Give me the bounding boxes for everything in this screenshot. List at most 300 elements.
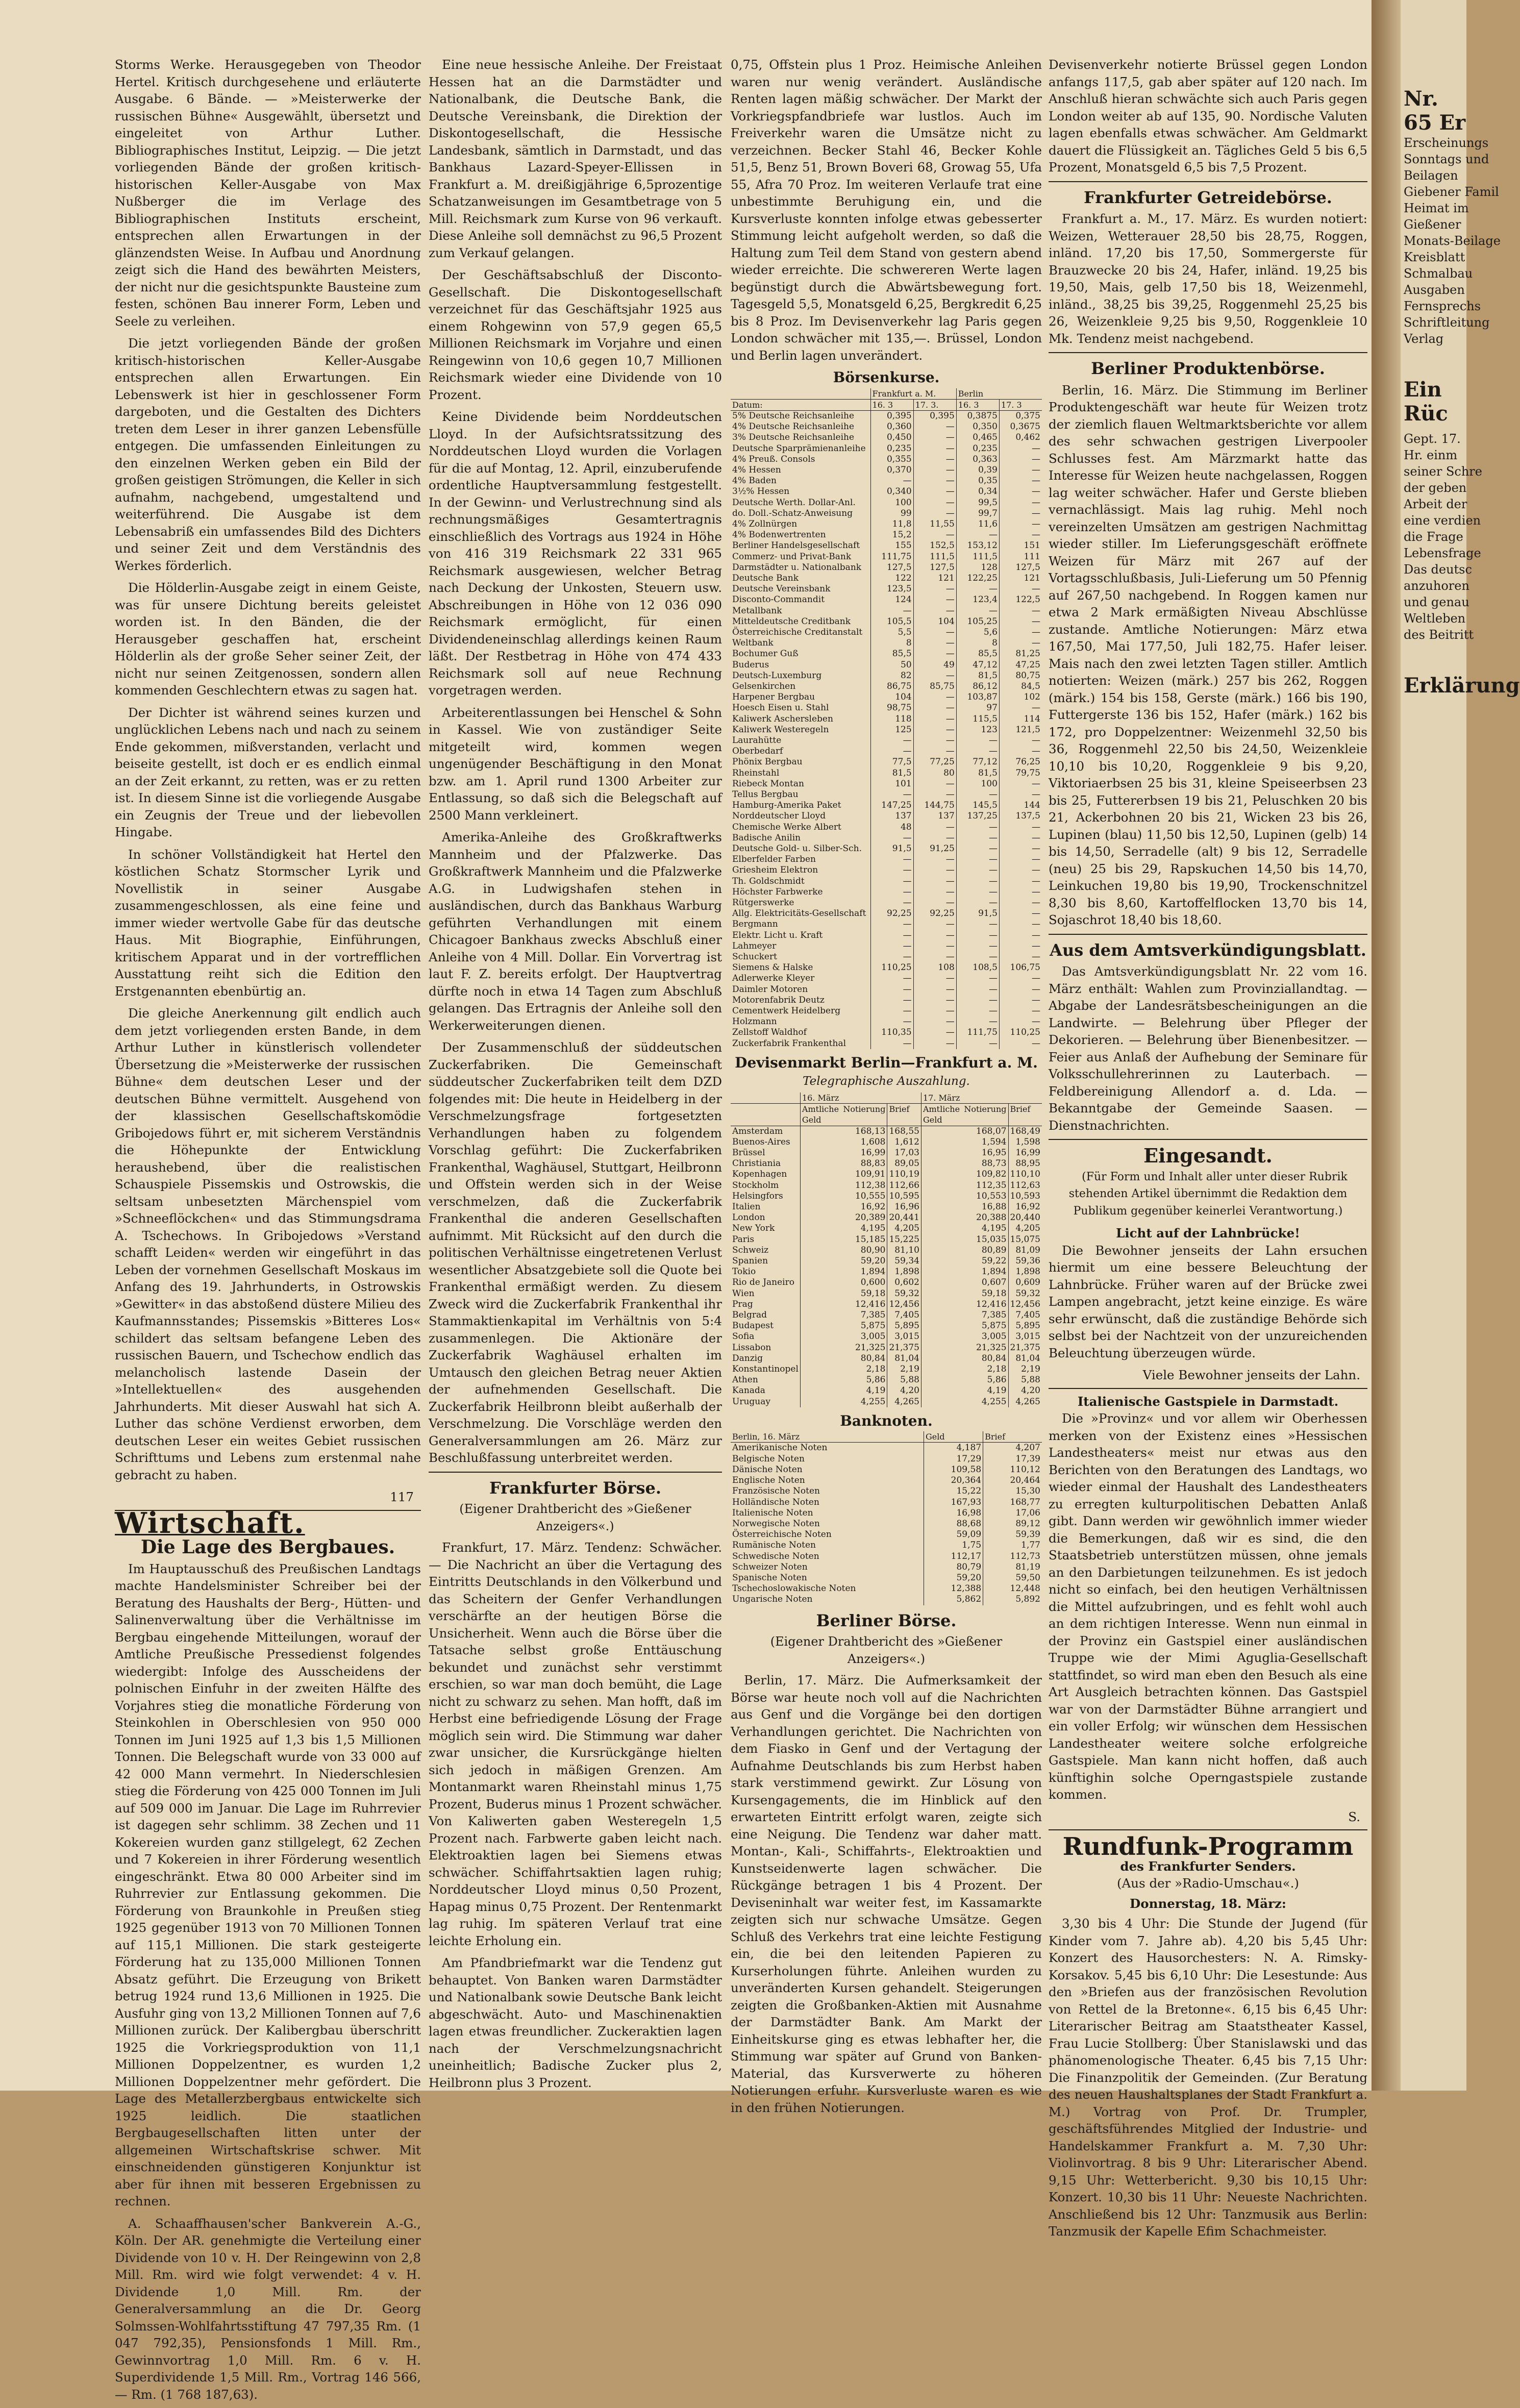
- table-cell: 106,75: [1010, 962, 1040, 973]
- table-cell: 7,405: [1015, 1309, 1040, 1320]
- table-cell: 81,5: [956, 768, 999, 779]
- table-cell: 104: [913, 616, 956, 627]
- table-cell: 2,19: [887, 1364, 921, 1375]
- table-cell: 86,12: [956, 681, 999, 692]
- table-cell: 80,79: [924, 1562, 983, 1573]
- table-row: [731, 1148, 1042, 1158]
- row-label: Mitteldeutsche Creditbank: [731, 616, 870, 627]
- table-cell: —: [1032, 486, 1040, 497]
- article-text-frankfurter-boerse: Frankfurt, 17. März. Tendenz: Schwächer. — Die Nachricht an über die Vertagung des Eintritts Deutschlands in den Völkerbund und das Scheitern der Genfer Verhandlungen verschärfte an der heutigen Börse die Unsicherheit. Wenn auch die Börse über die Tatsache selbst große Enttäuschung bekundet und zunächst sehr verstimmt erschien, so war man doch bemüht, die Lage nicht zu schwarz zu sehen. Man hofft, daß im Herbst eine befriedigende Lösung der Frage möglich sein wird. Die Stimmung war daher zwar unsicher, die Kursrückgänge hielten sich jedoch in mäßigen Grenzen. Am Montanmarkt waren Rheinstahl minus 1,75 Prozent, Buderus minus 1 Prozent schwächer. Von Kaliwerten gaben Westeregeln 1,5 Prozent nach. Farbwerte gaben leicht nach. Elektroaktien lagen bei Siemens etwas schwächer. Schiffahrtsaktien lagen ruhig; Norddeutscher Lloyd minus 0,50 Prozent, Hapag minus 0,75 Prozent. Der Rentenmarkt lag ruhig. Im späteren Verlauf trat eine leichte Erholung ein.: [429, 1540, 722, 1948]
- table-cell: 5,862: [924, 1594, 983, 1605]
- divider: [1049, 1139, 1367, 1140]
- table-cell: 108: [913, 962, 956, 973]
- table-row: [731, 1126, 1042, 1137]
- table-cell: 15,22: [924, 1486, 983, 1497]
- table-cell: 47,12: [956, 660, 999, 671]
- table-cell: —: [870, 789, 913, 800]
- table-cell: —: [956, 584, 999, 594]
- table-cell: —: [913, 865, 956, 876]
- adjacent-text-fragment: Schriftleitung: [1404, 315, 1490, 330]
- column-4: [1049, 56, 1367, 2245]
- row-label: Laurahütte: [731, 735, 870, 746]
- table-cell: 85,5: [870, 649, 913, 659]
- article-text-continued: Devisenverkehr notierte Brüssel gegen London anfangs 117,5, gab aber später auf 120 nach. Im Anschluß hieran schwächte sich auch Paris gegen London weiter ab auf 135, 90. Nordische Valuten lagen ebenfalls etwas schwächer. Am Geldmarkt dauert die Flüssigkeit an. Tägliches Geld 5 bis 6,5 Prozent, Monatsgeld 6,5 bis 7,5 Prozent.: [1049, 57, 1367, 175]
- table-header: [731, 388, 870, 400]
- row-label: Christiania: [731, 1158, 800, 1169]
- table-row: [731, 952, 1042, 962]
- table-cell: 1,75: [924, 1540, 983, 1551]
- adjacent-text-fragment: des Beitritt: [1404, 628, 1474, 642]
- table-cell: —: [1032, 930, 1040, 940]
- table-cell: —: [1032, 984, 1040, 995]
- book-review-text: Storms Werke. Herausgegeben von Theodor Hertel. Kritisch durchgesehene und erläuterte Ausgabe. 6 Bände. — »Meisterwerke der russischen Bühne« Ausgewählt, übersetzt und eingeleitet von Arthur Luther. Bibliographisches Institut, Leipzig. — Die jetzt vorliegenden Bände der großen kritisch-historischen Keller-Ausgabe von Max Nußberger die im Verlage des Bibliographischen Instituts erscheint, entsprechen allen Erwartungen in der glänzendsten Weise. In Aufbau und Anordnung zeigt sich die Hand des bewährten Meisters, der nicht nur die gesichtspunkte Bausteine zum festen, schönen Bau innerer Form, Leben und Seele zu verleihen.: [115, 57, 421, 329]
- row-label: Norwegische Noten: [731, 1519, 924, 1529]
- table-cell: 80,75: [1015, 670, 1040, 681]
- table-row: [731, 454, 1042, 465]
- table-cell: 85,5: [956, 649, 999, 659]
- table-row: [731, 1343, 1042, 1353]
- table-cell: 121,5: [1015, 724, 1040, 735]
- table-cell: —: [1032, 789, 1040, 800]
- table-cell: —: [870, 876, 913, 887]
- article-text-getreideboerse: Frankfurt a. M., 17. März. Es wurden notiert: Weizen, Wetterauer 28,50 bis 28,75, Roggen, inländ. 17,20 bis 17,50, Sommergerste für Brauzwecke 20 bis 24, Hafer, inländ. 19,25 bis 19,50, Mais, gelb 17,50 bis 18, Weizenmehl, inländ., 38,25 bis 39,25, Roggenmehl 25,25 bis 26, Weizenkleie 9,25 bis 9,50, Roggenkleie 10 Mk. Tendenz meist nachgebend.: [1049, 211, 1367, 346]
- table-cell: 111,75: [870, 552, 913, 562]
- table-row: [731, 746, 1042, 757]
- table-row: [731, 1267, 1042, 1277]
- table-row: [731, 627, 1042, 638]
- table-cell: —: [1032, 973, 1040, 984]
- table-cell: 168,07: [921, 1126, 1008, 1137]
- column-2: [429, 56, 722, 2096]
- column-3: [731, 56, 1042, 2121]
- table-cell: 20,440: [1010, 1212, 1040, 1223]
- adjacent-masthead: Nr. 65 Er: [1404, 87, 1466, 135]
- table-row: [731, 498, 1042, 508]
- table-row: [731, 973, 1042, 984]
- table-header: Datum:: [731, 399, 870, 410]
- table-cell: 110,10: [1010, 1169, 1040, 1180]
- table-cell: 77,25: [913, 757, 956, 767]
- table-cell: 105,25: [956, 616, 999, 627]
- table-cell: 2,19: [1021, 1363, 1040, 1374]
- table-cell: 0,39: [956, 465, 999, 476]
- table-cell: 21,325: [800, 1343, 887, 1353]
- table-row: [731, 1562, 1042, 1573]
- table-row: [731, 1364, 1042, 1375]
- table-row: [731, 1277, 1042, 1288]
- table-cell: 109,91: [800, 1169, 887, 1180]
- adjacent-text-fragment: Erscheinungs: [1404, 136, 1489, 150]
- book-review-text: Die Hölderlin-Ausgabe zeigt in einem Geiste, was für unsere Dichtung bereits geleistet worden ist. In den Bänden, die der Herausgeber geschaffen hat, erscheint Hölderlin als der große Seher seiner Zeit, der nicht nur seinen Zeitgenossen, sondern allen kommenden Geschlechtern etwas zu sagen hat.: [115, 580, 421, 698]
- headline-produktenboerse: Berliner Produktenbörse.: [1091, 359, 1325, 378]
- table-cell: —: [956, 843, 999, 854]
- table-cell: 5,895: [1015, 1321, 1040, 1331]
- table-cell: 21,375: [1010, 1342, 1040, 1353]
- table-row: [731, 1454, 1042, 1464]
- table-cell: 80,84: [921, 1353, 1008, 1364]
- row-label: Stockholm: [731, 1180, 800, 1191]
- table-cell: —: [870, 919, 913, 930]
- table-cell: —: [913, 1006, 956, 1016]
- table-row: [731, 486, 1042, 497]
- table-cell: 112,35: [921, 1180, 1008, 1191]
- table-cell: —: [913, 465, 956, 476]
- table-cell: 0,350: [956, 421, 999, 432]
- table-cell: 152,5: [913, 540, 956, 551]
- table-cell: 17,29: [924, 1454, 983, 1464]
- table-cell: —: [913, 476, 956, 486]
- table-cell: 1,898: [887, 1267, 921, 1277]
- table-cell: 15,185: [800, 1234, 887, 1245]
- adjacent-headline: Erklärung: [1404, 674, 1520, 698]
- table-header: 16. 3: [956, 399, 999, 410]
- table-cell: —: [956, 1016, 999, 1027]
- table-row: [731, 519, 1042, 530]
- section-title-wirtschaft: Wirtschaft.: [115, 1506, 305, 1540]
- table-cell: —: [1032, 497, 1040, 508]
- table-cell: 20,388: [921, 1212, 1008, 1223]
- table-row: [731, 1497, 1042, 1508]
- table-cell: —: [1032, 530, 1040, 540]
- table-cell: 4,195: [800, 1223, 887, 1234]
- row-label: 5% Deutsche Reichsanleihe: [731, 410, 870, 421]
- table-cell: 12,388: [924, 1583, 983, 1594]
- table-cell: 168,49: [1010, 1126, 1040, 1136]
- table-cell: 0,235: [956, 443, 999, 454]
- table-cell: 5,6: [956, 627, 999, 638]
- table-cell: —: [1032, 854, 1040, 865]
- table-cell: 124: [870, 594, 913, 605]
- row-label: Holländische Noten: [731, 1497, 924, 1508]
- table-cell: 104: [870, 692, 913, 703]
- table-cell: 1,894: [800, 1267, 887, 1277]
- stock-quote-table: [731, 388, 1042, 1049]
- table-cell: 59,20: [924, 1573, 983, 1583]
- table-row: [731, 1321, 1042, 1331]
- row-label: Daimler Motoren: [731, 984, 870, 995]
- row-label: Motorenfabrik Deutz: [731, 995, 870, 1006]
- table-cell: 0,600: [800, 1277, 887, 1288]
- table-cell: 21,375: [887, 1343, 921, 1353]
- table-cell: 97: [956, 703, 999, 713]
- table-row: [731, 692, 1042, 703]
- table-cell: 11,55: [913, 519, 956, 530]
- table-cell: 80: [913, 768, 956, 779]
- table-cell: 4,255: [921, 1397, 1008, 1407]
- table-cell: 16,98: [924, 1508, 983, 1519]
- table-cell: 110,25: [1010, 1027, 1040, 1038]
- adjacent-text-fragment: Heimat im: [1404, 201, 1469, 215]
- table-row: [731, 1256, 1042, 1267]
- row-label: Phönix Bergbau: [731, 757, 870, 767]
- table-cell: 16,99: [800, 1148, 887, 1158]
- table-cell: —: [956, 887, 999, 898]
- table-cell: —: [1032, 627, 1040, 637]
- row-label: Metallbank: [731, 606, 870, 616]
- table-cell: 7,385: [921, 1310, 1008, 1321]
- table-cell: 92,25: [913, 908, 956, 919]
- table-row: [731, 703, 1042, 713]
- row-label: Helsingfors: [731, 1191, 800, 1202]
- table-cell: 59,32: [1015, 1288, 1040, 1299]
- table-cell: 80,90: [800, 1245, 887, 1256]
- table-cell: 4,207: [1015, 1443, 1040, 1453]
- table-row: [731, 1519, 1042, 1529]
- table-row: [731, 714, 1042, 725]
- table-row: [731, 594, 1042, 605]
- table-cell: 128: [956, 562, 999, 573]
- table-cell: 0,450: [870, 432, 913, 443]
- table-row: [731, 1486, 1042, 1497]
- table-cell: —: [1032, 508, 1040, 518]
- table-cell: 1,608: [800, 1137, 887, 1148]
- row-label: 4% Zollnürgen: [731, 519, 870, 530]
- row-label: Kopenhagen: [731, 1169, 800, 1180]
- table-cell: 20,364: [924, 1475, 983, 1486]
- table-cell: 5,86: [800, 1375, 887, 1385]
- row-label: Chemische Werke Albert: [731, 822, 870, 833]
- table-row: [731, 822, 1042, 833]
- table-cell: 81,10: [887, 1245, 921, 1256]
- table-cell: 16,95: [921, 1148, 1008, 1158]
- table-cell: 8: [956, 638, 999, 649]
- table-cell: 101: [870, 779, 913, 789]
- table-cell: —: [956, 919, 999, 930]
- table-cell: —: [913, 432, 956, 443]
- table-cell: 0,375: [1015, 410, 1040, 421]
- table-cell: —: [1032, 778, 1040, 789]
- article-text-produktenboerse: Berlin, 16. März. Die Stimmung im Berliner Produktengeschäft war heute für Weizen trotz der ziemlich flauen Weltmarktsberichte vor allem des sehr schwachen gestrigen Liverpooler Schlusses fest. Am Märzmarkt hatte das Interesse für Weizen heute nachgelassen, Roggen lag weiter schwächer. Hafer und Gerste blieben vernachlässigt. Mais lag ruhig. Mehl noch vereinzelten Umsätzen am gestrigen Nachmittag wieder stiller. Im Lieferungsgeschäft eröffnete Weizen für März mit 267 auf der Vortagsschlußbasis, Juli-Lieferung um 50 Pfennig auf 267,50 nachgebend. In Roggen kamen nur etwa 2 Mark ermäßigten Niveau Abschlüsse zustande. Amtliche Notierungen: März etwa 167,50, Mai 177,50, Juli 182,75. Hafer leiser. Mais nach den zwei letzten Tagen stiller. Amtlich notierten: Weizen (märk.) 257 bis 262, Roggen (märk.) 154 bis 158, Gerste (märk.) 166 bis 190, Futtergerste 136 bis 152, Hafer (märk.) 162 bis 172, pro Doppelzentner: Weizenmehl 32,50 bis 36, Roggenmehl 22,50 bis 24,50, Weizenkleie 10,10 bis 10,20, Roggenkleie 9 bis 9,20, Viktoriaerbsen 25 bis 31, kleine Speiseerbsen 23 bis 25, Futtererbsen 19 bis 21, Peluschken 20 bis 21, Ackerbohnen 20 bis 21, Wicken 23 bis 26, Lupinen (blau) 11,50 bis 12,50, Lupinen (gelb) 14 bis 14,50, Serradelle (alt) 9 bis 12, Serradelle (neu) 25 bis 29, Rapskuchen 14,50 bis 14,70, Leinkuchen 19,80 bis 19,90, Trockenschnitzel 8,30 bis 8,60, Kartoffelflocken 13,70 bis 14, Sojaschrot 18,40 bis 18,60.: [1049, 382, 1367, 927]
- table-cell: 16,88: [921, 1202, 1008, 1212]
- row-label: Commerz- und Privat-Bank: [731, 552, 870, 562]
- table-cell: —: [913, 594, 956, 605]
- table-cell: —: [1032, 940, 1040, 951]
- table-cell: —: [956, 941, 999, 952]
- divider: [1049, 181, 1367, 182]
- table-cell: 168,13: [800, 1126, 887, 1137]
- adjacent-text-fragment: Verlag: [1404, 332, 1444, 346]
- table-cell: 125: [870, 725, 913, 735]
- row-label: Belgische Noten: [731, 1454, 924, 1464]
- row-label: 4% Hessen: [731, 465, 870, 476]
- table-cell: 76,25: [1015, 757, 1040, 767]
- headline-eingesandt: Eingesandt.: [1143, 1144, 1273, 1167]
- table-row: [731, 1375, 1042, 1385]
- table-cell: 12,456: [1010, 1299, 1040, 1309]
- table-row: [731, 1006, 1042, 1016]
- table-cell: 109,82: [921, 1169, 1008, 1180]
- row-label: Norddeutscher Lloyd: [731, 811, 870, 822]
- table-cell: 15,035: [921, 1234, 1008, 1245]
- headline-rundfunk: Rundfunk-Programm: [1062, 1832, 1354, 1861]
- table-cell: —: [870, 898, 913, 908]
- table-header: Berlin, 16. März: [731, 1431, 924, 1443]
- table-cell: 111,75: [956, 1027, 999, 1038]
- table-cell: —: [1032, 605, 1040, 616]
- row-label: Englische Noten: [731, 1475, 924, 1486]
- divider: [1049, 934, 1367, 935]
- banknote-table: [731, 1431, 1042, 1605]
- table-cell: 16,96: [887, 1202, 921, 1212]
- table-row: [731, 1331, 1042, 1342]
- table-cell: 0,395: [870, 410, 913, 421]
- table-row: [731, 1223, 1042, 1234]
- row-label: Bochumer Guß: [731, 649, 870, 659]
- news-item: Keine Dividende beim Norddeutschen Lloyd. In der Aufsichtsratssitzung des Norddeutschen Lloyd wurden die Vorlagen für die auf Montag, 12. April, einzuberufende ordentliche Hauptversammlung festgestellt. In der Gewinn- und Verlustrechnung sind als rechnungsmäßiges Gesamtertragnis einschließlich des Vortrags aus 1924 in Höhe von 416 319 Reichsmark 22 331 965 Reichsmark ausgewiesen, welcher Betrag nach Deckung der Unkosten, Steuern usw. Abschreibungen in Höhe von 12 036 090 Reichsmark ermöglicht, für einen Dividendeneinschlag allerdings keinen Raum läßt. Der Restbetrag in Höhe von 474 433 Reichsmark soll auf neue Rechnung vorgetragen werden.: [429, 409, 722, 698]
- row-label: Harpener Bergbau: [731, 692, 870, 703]
- article-text-amtsblatt: Das Amtsverkündigungsblatt Nr. 22 vom 16. März enthält: Wahlen zum Provinziallandtag. — Abgabe der Landesrätsbescheinigungen an die Landwirte. — Belehrung über Pfleger der Dekorieren. — Belehrung über Bienenbesitzer. — Feier aus Anlaß der Aufhebung der Seminare für Volksschullehrerinnen zu Lauterbach. — Feldbereinigung Allendorf a. d. Lda. — Bekanntgabe der Gemeinde Saasen. — Dienstnachrichten.: [1049, 964, 1367, 1133]
- headline-frankfurter-boerse: Frankfurter Börse.: [489, 1478, 661, 1498]
- table-cell: 77,12: [956, 757, 999, 767]
- adjacent-text-fragment: Schmalbau: [1404, 266, 1473, 281]
- adjacent-page-edge: [1401, 0, 1520, 2091]
- table-header: Brief: [1008, 1104, 1042, 1126]
- table-cell: 20,441: [887, 1212, 921, 1223]
- row-label: Rütgerswerke: [731, 898, 870, 908]
- table-cell: 0,340: [870, 486, 913, 497]
- adjacent-text-fragment: Das deutsc: [1404, 562, 1472, 577]
- table-cell: —: [913, 930, 956, 941]
- table-cell: 1,898: [1015, 1267, 1040, 1277]
- row-label: Zuckerfabrik Frankenthal: [731, 1038, 870, 1049]
- row-label: Danzig: [731, 1353, 800, 1364]
- table-cell: —: [870, 1038, 913, 1049]
- row-label: Kanada: [731, 1385, 800, 1396]
- row-label: Deutsche Bank: [731, 573, 870, 584]
- table-cell: 5,895: [887, 1321, 921, 1331]
- headline-getreideboerse: Frankfurter Getreidebörse.: [1084, 187, 1332, 207]
- table-cell: —: [870, 973, 913, 984]
- table-cell: 21,325: [921, 1343, 1008, 1353]
- table-cell: 89,12: [1015, 1518, 1040, 1529]
- table-cell: 50: [870, 660, 913, 671]
- table-cell: —: [1032, 735, 1040, 746]
- table-cell: 1,77: [1021, 1540, 1040, 1551]
- row-label: Kaliwerk Aschersleben: [731, 714, 870, 725]
- table-cell: 88,95: [1015, 1158, 1040, 1169]
- table-cell: 105,5: [870, 616, 913, 627]
- table-cell: —: [913, 692, 956, 703]
- table-cell: —: [956, 898, 999, 908]
- adjacent-text-fragment: der geben: [1404, 481, 1467, 495]
- table-cell: —: [870, 887, 913, 898]
- table-cell: —: [913, 789, 956, 800]
- table-row: [731, 1245, 1042, 1256]
- table-cell: 49: [913, 660, 956, 671]
- table-header: Frankfurt a. M.: [870, 388, 956, 400]
- table-row: [731, 562, 1042, 573]
- currency-table: [731, 1093, 1042, 1407]
- table-cell: 0,462: [1015, 432, 1040, 443]
- row-label: Th. Goldschmidt: [731, 876, 870, 887]
- subtitle-radio-umschau: (Aus der »Radio-Umschau«.): [1117, 1876, 1299, 1891]
- table-cell: 59,20: [800, 1256, 887, 1267]
- table-cell: —: [913, 887, 956, 898]
- row-label: Zellstoff Waldhof: [731, 1027, 870, 1038]
- table-cell: 5,5: [870, 627, 913, 638]
- table-cell: —: [913, 973, 956, 984]
- table-cell: 167,93: [924, 1497, 983, 1508]
- table-cell: 0,3675: [1010, 421, 1040, 432]
- row-label: Österreichische Creditanstalt: [731, 627, 870, 638]
- letter-signature: Viele Bewohner jenseits der Lahn.: [1142, 1368, 1360, 1382]
- table-row: [731, 1583, 1042, 1594]
- row-label: Holzmann: [731, 1016, 870, 1027]
- table-cell: 81,5: [870, 768, 913, 779]
- row-label: Belgrad: [731, 1310, 800, 1321]
- book-review-text: Der Dichter ist während seines kurzen und unglücklichen Lebens nach und nach zu seinem Ende gekommen, mißverstanden, verlacht und beiseite gestellt, ist doch er es endlich einmal an der Zeit erkannt, zu retten, was er zu retten ist. In diesem Sinne ist die vorliegende Ausgabe ein Zeugnis der Treue und der liebevollen Hingabe.: [115, 705, 421, 839]
- table-cell: —: [1032, 886, 1040, 897]
- table-cell: 0,235: [870, 443, 913, 454]
- table-cell: 4,205: [1015, 1223, 1040, 1234]
- table-cell: —: [1032, 464, 1040, 475]
- table-row: [731, 476, 1042, 486]
- table-cell: 12,448: [1010, 1583, 1040, 1594]
- table-cell: 168,55: [887, 1126, 921, 1137]
- book-review-text: Die gleiche Anerkennung gilt endlich auch dem jetzt vorliegenden ersten Bande, in dem Arthur Luther in künstlerisch vollendeter Übersetzung die »Meisterwerke der russischen Bühne« dem deutschen Leser und der deutschen Bühne vermittelt. Ausgehend von der klassischen Gesellschaftskomödie Gribojedows führt er, mit sicherem Verständnis die Höhepunkte der Entwicklung heraushebend, über die realistischen Schauspiele Pissemskis und Ostrowskis, die seltsam unbesetzten Märchenspiel vom »Schneeflöckchen« und das Stimmungsdrama A. Tschechows. In Gribojedows »Verstand schafft Leiden« werden wir eingeführt in das Leben der vornehmen Gesellschaft Moskaus im Anfang des 19. Jahrhunderts, in Ostrowskis »Gewitter« in das abstoßend düstere Milieu des Kaufmannsstandes; Pissemskis »Bitteres Los« schildert das seltsam befangene Leben des russischen Bauern, und Tschechow endlich das melancholisch lastende Dasein der »Intellektuellen« des ausgehenden Jahrhunderts. Mit dieser Auswahl hat sich A. Luther das schöne Verdienst erworben, dem deutschen Leser ein weites Gebiet russischen Schrifttums und Lebens zum erstenmal nahe gebracht zu haben.: [115, 1006, 421, 1482]
- article-text-schaaffhausen: A. Schaaffhausen'scher Bankverein A.-G., Köln. Der AR. genehmigte die Verteilung einer Dividende von 10 v. H. Der Reingewinn von 2,8 Mill. Rm. wird wie folgt verwendet: 4 v. H. Dividende 1,0 Mill. Rm. der Generalversammlung an die Dr. Georg Solmssen-Wohlfahrtsstiftung 47 797,35 Rm. (1 047 792,35), Pensionsfonds 1 Mill. Rm., Gewinnvortrag 1,0 Mill. Rm. 6 v. H. Superdividende 1,5 Mill. Rm., Vortrag 146 566,— Rm. (1 768 187,63).: [115, 2216, 421, 2402]
- table-cell: 100: [956, 779, 999, 789]
- disclaimer-note: (Für Form und Inhalt aller unter dieser Rubrik stehenden Artikel übernimmt die Redaktion dem Publikum gegenüber keinerlei Verantwortung.): [1068, 1170, 1348, 1218]
- table-cell: —: [1032, 1016, 1040, 1027]
- table-cell: —: [1032, 876, 1040, 886]
- table-cell: 110,35: [870, 1027, 913, 1038]
- row-label: Buderus: [731, 660, 870, 671]
- adjacent-text-fragment: Weltleben: [1404, 611, 1466, 626]
- table-cell: —: [1032, 638, 1040, 649]
- table-header: [731, 1093, 800, 1104]
- table-cell: 127,5: [870, 562, 913, 573]
- table-row: [731, 779, 1042, 789]
- table-row: [731, 1288, 1042, 1299]
- table-cell: 0,3875: [956, 410, 999, 421]
- table-cell: 81,25: [1015, 649, 1040, 659]
- adjacent-text-fragment: Sonntags und: [1404, 152, 1489, 166]
- row-label: Darmstädter u. Nationalbank: [731, 562, 870, 573]
- news-item: Der Zusammenschluß der süddeutschen Zuckerfabriken. Die Gemeinschaft süddeutscher Zuckerfabriken teilt dem DZD folgendes mit: Die heute in Heidelberg in der Verschmelzungsfrage fortgesetzten Verhandlungen haben zu folgendem Vorschlag geführt: Die Zuckerfabriken Frankenthal, Waghäusel, Stuttgart, Heilbronn und Offstein werden sich in der Weise verschmelzen, daß die Zuckerfabrik Frankenthal die anderen Gesellschaften aufnimmt. Mit Rücksicht auf den durch die politischen Verhältnisse eingetretenen Verlust wesentlicher Absatzgebiete soll die Quote bei Frankenthal ermäßigt werden. Zu diesem Zweck wird die Zuckerfabrik Frankenthal ihr Stammaktienkapital im Verhältnis von 5:4 zusammenlegen. Die Aktionäre der Zuckerfabrik Waghäusel erhalten im Umtausch den gleichen Betrag neuer Aktien der aufnehmenden Gesellschaft. Die Zuckerfabrik Heilbronn bleibt außerhalb der Verschmelzung. Die Vorschläge werden den Generalversammlungen am 26. März zur Beschlußfassung unterbreitet werden.: [429, 1040, 722, 1465]
- table-row: [731, 606, 1042, 616]
- table-header: Amtliche Notierung Geld: [800, 1104, 887, 1126]
- row-label: 4% Baden: [731, 476, 870, 486]
- table-cell: —: [1032, 995, 1040, 1005]
- table-cell: —: [913, 508, 956, 519]
- table-row: [731, 465, 1042, 476]
- table-cell: —: [913, 606, 956, 616]
- table-cell: 17,03: [887, 1148, 921, 1158]
- table-title-banknoten: Banknoten.: [840, 1412, 933, 1429]
- table-row: [731, 1529, 1042, 1540]
- row-label: Französische Noten: [731, 1486, 924, 1497]
- row-label: Schweizer Noten: [731, 1562, 924, 1573]
- table-cell: 4,20: [1021, 1385, 1040, 1396]
- book-review-text: In schöner Vollständigkeit hat Hertel den köstlichen Schatz Stormscher Lyrik und Novellistik in seiner Ausgabe zusammengeschlossen, als eine feine und immer wieder wertvolle Gabe für das deutsche Haus. Mit Biographie, Einführungen, kritischem Apparat und in der vortrefflichen Ausstattung reiht sich die Edition den Erstgenannten ebenbürtig an.: [115, 847, 421, 999]
- table-cell: 112,63: [1010, 1180, 1040, 1190]
- table-cell: —: [956, 995, 999, 1006]
- adjacent-text-fragment: eine verdien: [1404, 513, 1481, 528]
- adjacent-text-fragment: Hr. einm: [1404, 448, 1458, 462]
- table-cell: 59,18: [921, 1288, 1008, 1299]
- table-cell: —: [956, 865, 999, 876]
- table-cell: 10,555: [800, 1191, 887, 1202]
- table-cell: —: [870, 833, 913, 843]
- table-row: [731, 725, 1042, 735]
- table-cell: —: [913, 984, 956, 995]
- table-cell: —: [913, 703, 956, 713]
- table-cell: —: [1032, 865, 1040, 876]
- table-cell: —: [870, 865, 913, 876]
- table-header: 17. 3.: [913, 399, 956, 410]
- table-cell: 12,456: [887, 1299, 921, 1310]
